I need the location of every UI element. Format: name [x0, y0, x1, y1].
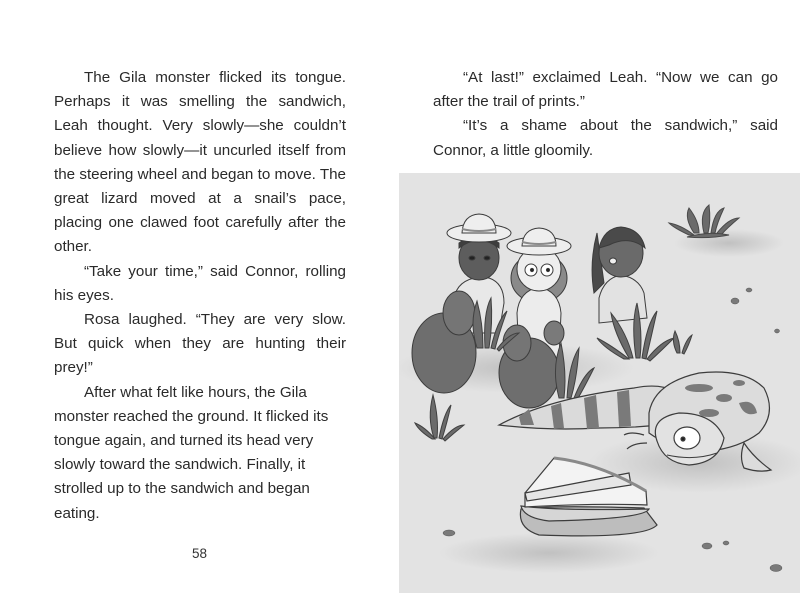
desert-scene-illustration — [399, 173, 800, 593]
page-number: 58 — [192, 546, 208, 561]
paragraph: “It’s a shame about the sandwich,” said Connor, a little gloomily. — [433, 117, 778, 159]
right-page — [400, 0, 800, 593]
left-page-text — [54, 66, 346, 526]
right-page-text — [433, 66, 778, 163]
paragraph: After what felt like hours, the Gila monster reached the ground. It flicked its tongue again, and turned its head very slowly toward the sandwich. Finally, it strolled up to the sandwich and began eating. — [54, 383, 329, 522]
paragraph: “At last!” exclaimed Leah. “Now we can go after the trail of prints.” — [433, 69, 778, 111]
illustration — [399, 173, 800, 593]
paragraph: The Gila monster flicked its tongue. Perhaps it was smelling the sandwich, Leah thought. Very slowly—she couldn’t believe how slowly—it uncurled itself from the steering wheel and began to move. The great lizard moved at a snail’s pace, placing one clawed foot carefully after the other. — [54, 69, 346, 256]
paragraph: “Take your time,” said Connor, rolling his eyes. — [54, 262, 346, 304]
paragraph: Rosa laughed. “They are very slow. But quick when they are hunting their prey!” — [54, 311, 346, 377]
